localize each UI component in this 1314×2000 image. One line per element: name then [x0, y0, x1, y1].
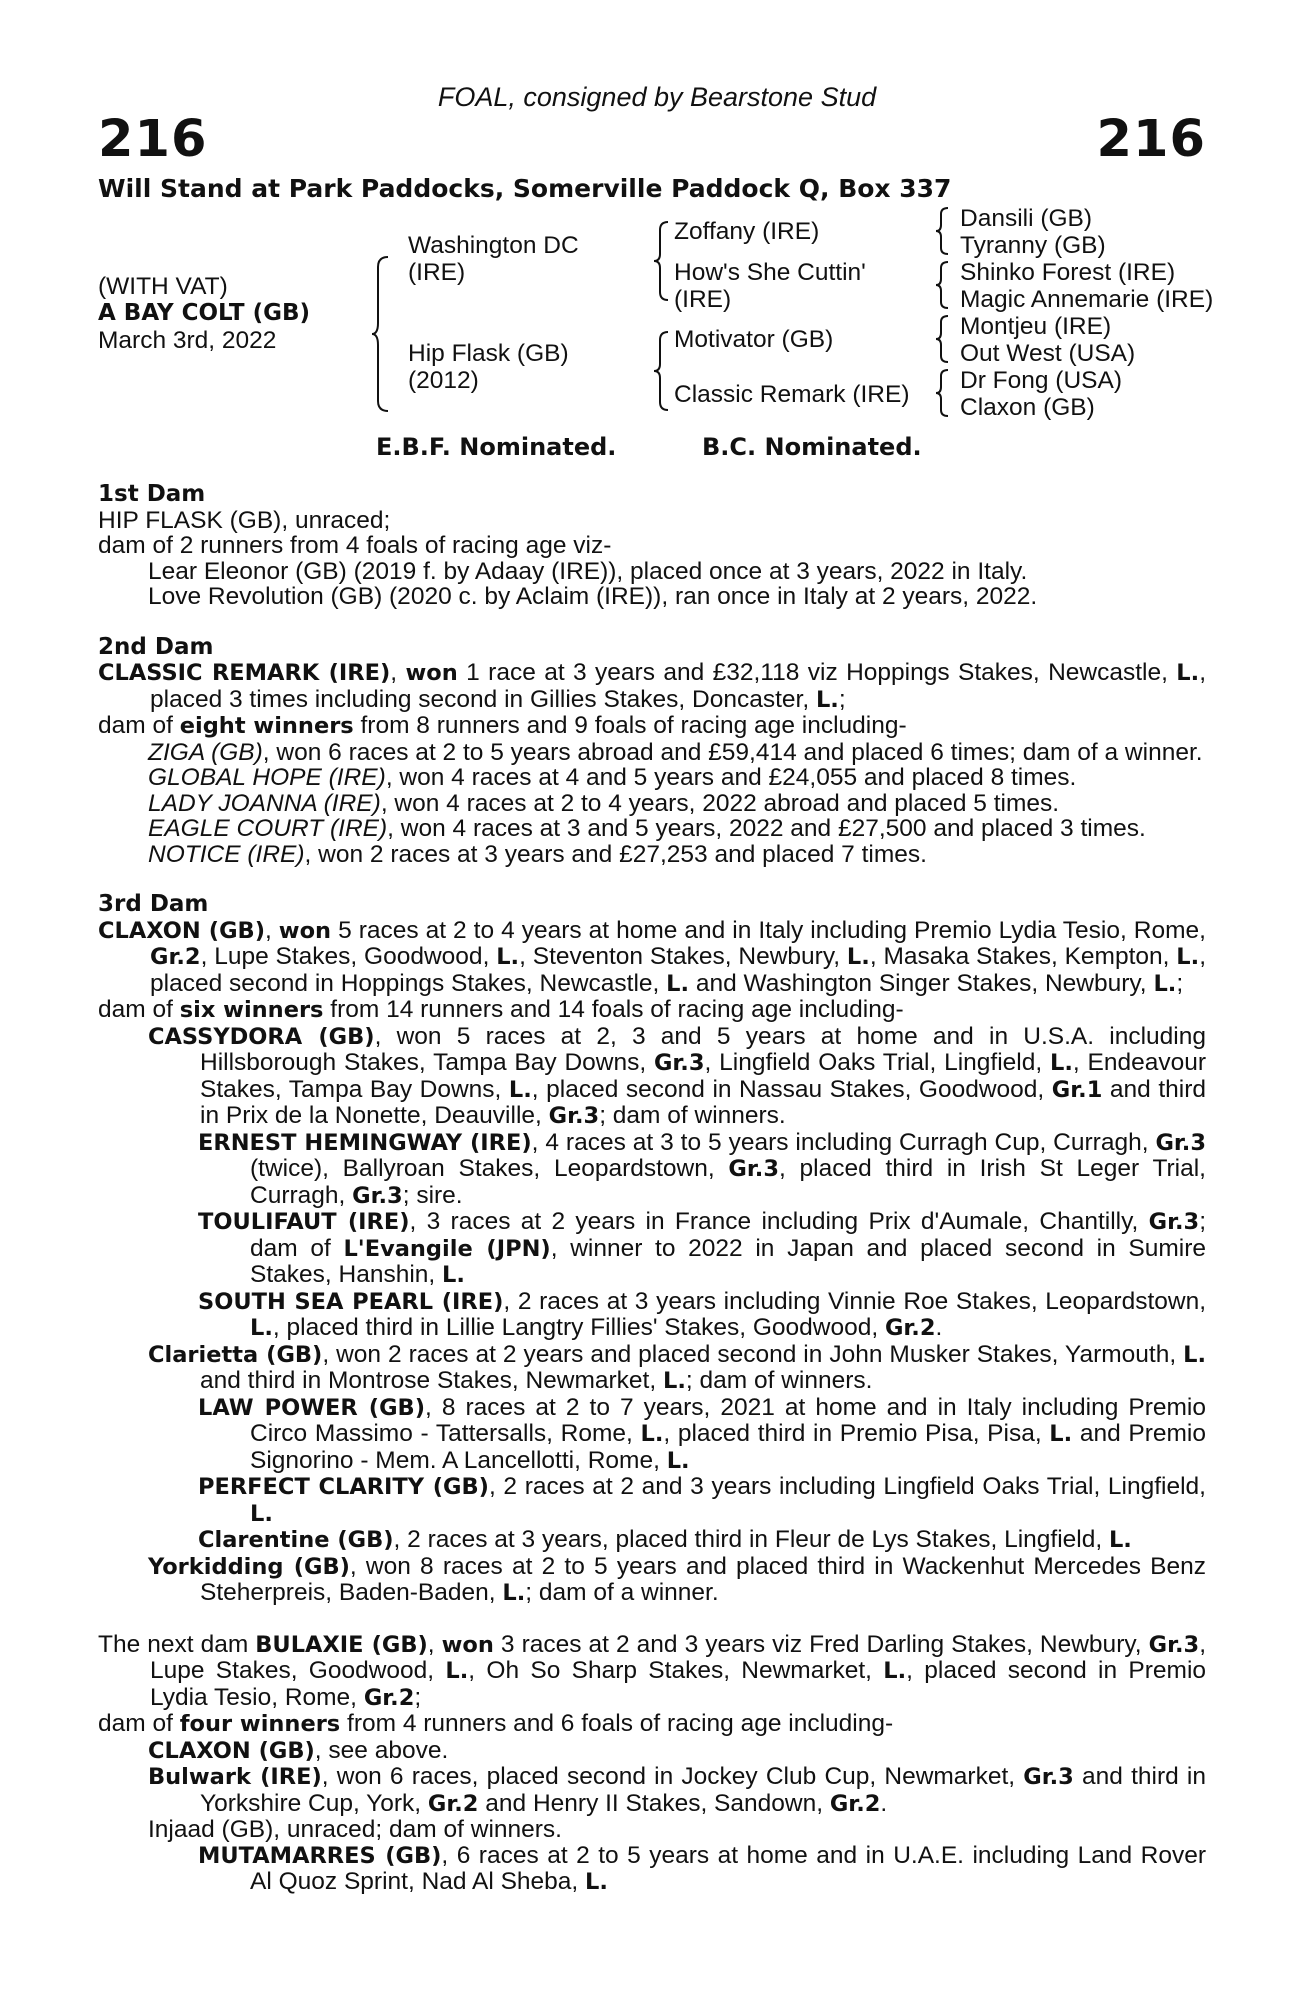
- catalogue-body: [98, 482, 1206, 1896]
- third-dam-produce-summary: dam of six winners from 14 runners and 14 foals of racing age including-: [98, 996, 904, 1023]
- foaling-date: March 3rd, 2022: [98, 327, 277, 354]
- produce-entry: MUTAMARRES (GB), 6 races at 2 to 5 years at home and in U.A.E. including Land Rover Al Quoz Sprint, Nad Al Sheba, L.: [198, 1841, 1206, 1895]
- produce-entry: ZIGA (GB), won 6 races at 2 to 5 years abroad and £59,414 and placed 6 times; dam of a winner.: [148, 738, 1203, 766]
- pedigree-brace-3: [652, 330, 674, 412]
- ebf-nomination: E.B.F. Nominated.: [376, 433, 617, 461]
- produce-entry: Yorkidding (GB), won 8 races at 2 to 5 years and placed third in Wackenhut Mercedes Benz Steherpreis, Baden-Baden, L.; dam of a winner.: [148, 1552, 1206, 1606]
- second-dam-heading: 2nd Dam: [98, 633, 214, 660]
- third-dam-heading: 3rd Dam: [98, 891, 209, 917]
- produce-entry: TOULIFAUT (IRE), 3 races at 2 years in France including Prix d'Aumale, Chantilly, Gr.3; dam of L'Evangile (JPN), winner to 2022 in Japan and placed second in Sumire Stakes, Hanshin, L.: [198, 1208, 1206, 1288]
- sire-sire: Zoffany (IRE): [674, 218, 820, 245]
- second-dam-produce-summary: dam of eight winners from 8 runners and 9 foals of racing age including-: [98, 712, 907, 739]
- consignor-line: FOAL, consigned by Bearstone Stud: [437, 82, 877, 112]
- produce-entry: GLOBAL HOPE (IRE), won 4 races at 4 and 5 years and £24,055 and placed 8 times.: [148, 764, 1077, 791]
- produce-entry: Lear Eleonor (GB) (2019 f. by Adaay (IRE)), placed once at 3 years, 2022 in Italy.: [148, 557, 1028, 585]
- next-dam-record: The next dam BULAXIE (GB), won 3 races at 2 and 3 years viz Fred Darling Stakes, Newbury, Gr.3, Lupe Stakes, Goodwood, L., Oh So Sharp Stakes, Newmarket, L., placed second in Premio Lydia Tesio, Rome, Gr.2;: [98, 1630, 1207, 1711]
- pedigree-brace-7: [934, 368, 954, 418]
- produce-entry: LAW POWER (GB), 8 races at 2 to 7 years, 2021 at home and in Italy including Premio Circo Massimo - Tattersalls, Rome, L., placed third in Premio Pisa, Pisa, L. and Premio Signorino - Mem. A Lancellotti, Rome, L.: [198, 1393, 1206, 1474]
- dam-year: (2012): [408, 367, 479, 394]
- produce-entry: PERFECT CLARITY (GB), 2 races at 2 and 3 years including Lingfield Oaks Trial, Lingfield, L.: [198, 1473, 1206, 1527]
- produce-entry: CLAXON (GB), see above.: [148, 1736, 449, 1764]
- first-dam-produce-summary: dam of 2 runners from 4 foals of racing age viz-: [98, 532, 612, 559]
- ggd-3: Out West (USA): [960, 340, 1136, 367]
- produce-entry: NOTICE (IRE), won 2 races at 3 years and £27,253 and placed 7 times.: [148, 840, 927, 868]
- sire-dam: How's She Cuttin': [674, 259, 866, 286]
- ggs-3: Montjeu (IRE): [960, 313, 1112, 340]
- pedigree-brace-2: [652, 220, 674, 302]
- ggd-4: Claxon (GB): [960, 394, 1095, 421]
- horse-name: A BAY COLT (GB): [98, 300, 311, 326]
- produce-entry: LADY JOANNA (IRE), won 4 races at 2 to 4 years, 2022 abroad and placed 5 times.: [148, 789, 1060, 817]
- sire-name: Washington DC: [408, 232, 579, 259]
- pedigree-brace-1: [370, 255, 394, 413]
- dam-dam: Classic Remark (IRE): [674, 381, 910, 408]
- ggd-2: Magic Annemarie (IRE): [960, 286, 1214, 313]
- pedigree-brace-4: [934, 206, 954, 256]
- ggs-1: Dansili (GB): [960, 205, 1093, 232]
- dam-sire: Motivator (GB): [674, 326, 834, 353]
- produce-entry: Injaad (GB), unraced; dam of winners.: [148, 1816, 562, 1843]
- next-dam-produce-summary: dam of four winners from 4 runners and 6 foals of racing age including-: [98, 1710, 894, 1737]
- dam-name: CLASSIC REMARK (IRE): [98, 660, 391, 686]
- ggd-1: Tyranny (GB): [960, 232, 1106, 259]
- produce-entry: Bulwark (IRE), won 6 races, placed second in Jockey Club Cup, Newmarket, Gr.3 and third in Yorkshire Cup, York, Gr.2 and Henry II Stakes, Sandown, Gr.2.: [148, 1763, 1206, 1817]
- pedigree-brace-6: [934, 314, 954, 364]
- bc-nomination: B.C. Nominated.: [702, 433, 922, 461]
- ggs-2: Shinko Forest (IRE): [960, 259, 1176, 286]
- produce-entry: Clarentine (GB), 2 races at 3 years, placed third in Fleur de Lys Stakes, Lingfield, L.: [198, 1526, 1132, 1553]
- produce-entry: SOUTH SEA PEARL (IRE), 2 races at 3 years including Vinnie Roe Stakes, Leopardstown, L., placed third in Lillie Langtry Fillies' Stakes, Goodwood, Gr.2.: [198, 1287, 1206, 1341]
- first-dam-heading: 1st Dam: [98, 481, 206, 507]
- lot-number-right: 216: [1096, 110, 1206, 169]
- produce-entry: Love Revolution (GB) (2020 c. by Aclaim (IRE)), ran once in Italy at 2 years, 2022.: [148, 583, 1038, 610]
- third-dam-record: CLAXON (GB), won 5 races at 2 to 4 years at home and in Italy including Premio Lydia Tesio, Rome, Gr.2, Lupe Stakes, Goodwood, L., Steventon Stakes, Newbury, L., Masaka Stakes, Kempton, L., placed second in Hoppings Stakes, Newcastle, L. and Washington Singer Stakes, Newbury, L.;: [98, 916, 1206, 997]
- sire-suffix: (IRE): [408, 259, 466, 286]
- sire-dam-suffix: (IRE): [674, 286, 732, 313]
- first-dam-line: HIP FLASK (GB), unraced;: [98, 506, 391, 534]
- vat-note: (WITH VAT): [98, 273, 228, 300]
- pedigree-brace-5: [934, 260, 954, 310]
- dam-name: Hip Flask (GB): [408, 340, 569, 367]
- ggs-4: Dr Fong (USA): [960, 367, 1123, 394]
- lot-number-left: 216: [98, 110, 208, 169]
- stand-location: Will Stand at Park Paddocks, Somerville Paddock Q, Box 337: [98, 174, 952, 203]
- second-dam-record: CLASSIC REMARK (IRE), won 1 race at 3 years and £32,118 viz Hoppings Stakes, Newcastle, L., placed 3 times including second in Gillies Stakes, Doncaster, L.;: [98, 659, 1206, 713]
- produce-entry: CASSYDORA (GB), won 5 races at 2, 3 and 5 years at home and in U.S.A. including Hillsborough Stakes, Tampa Bay Downs, Gr.3, Lingfield Oaks Trial, Lingfield, L., Endeavour Stakes, Tampa Bay Downs, L., placed second in Nassau Stakes, Goodwood, Gr.1 and third in Prix de la Nonette, Deauville, Gr.3; dam of winners.: [148, 1022, 1206, 1129]
- produce-entry: EAGLE COURT (IRE), won 4 races at 3 and 5 years, 2022 and £27,500 and placed 3 times.: [148, 815, 1146, 842]
- produce-entry: ERNEST HEMINGWAY (IRE), 4 races at 3 to 5 years including Curragh Cup, Curragh, Gr.3 (twice), Ballyroan Stakes, Leopardstown, Gr.3, placed third in Irish St Leger Trial, Curragh, Gr.3; sire.: [198, 1128, 1206, 1209]
- produce-entry: Clarietta (GB), won 2 races at 2 years and placed second in John Musker Stakes, Yarmouth, L. and third in Montrose Stakes, Newmarket, L.; dam of winners.: [148, 1340, 1206, 1394]
